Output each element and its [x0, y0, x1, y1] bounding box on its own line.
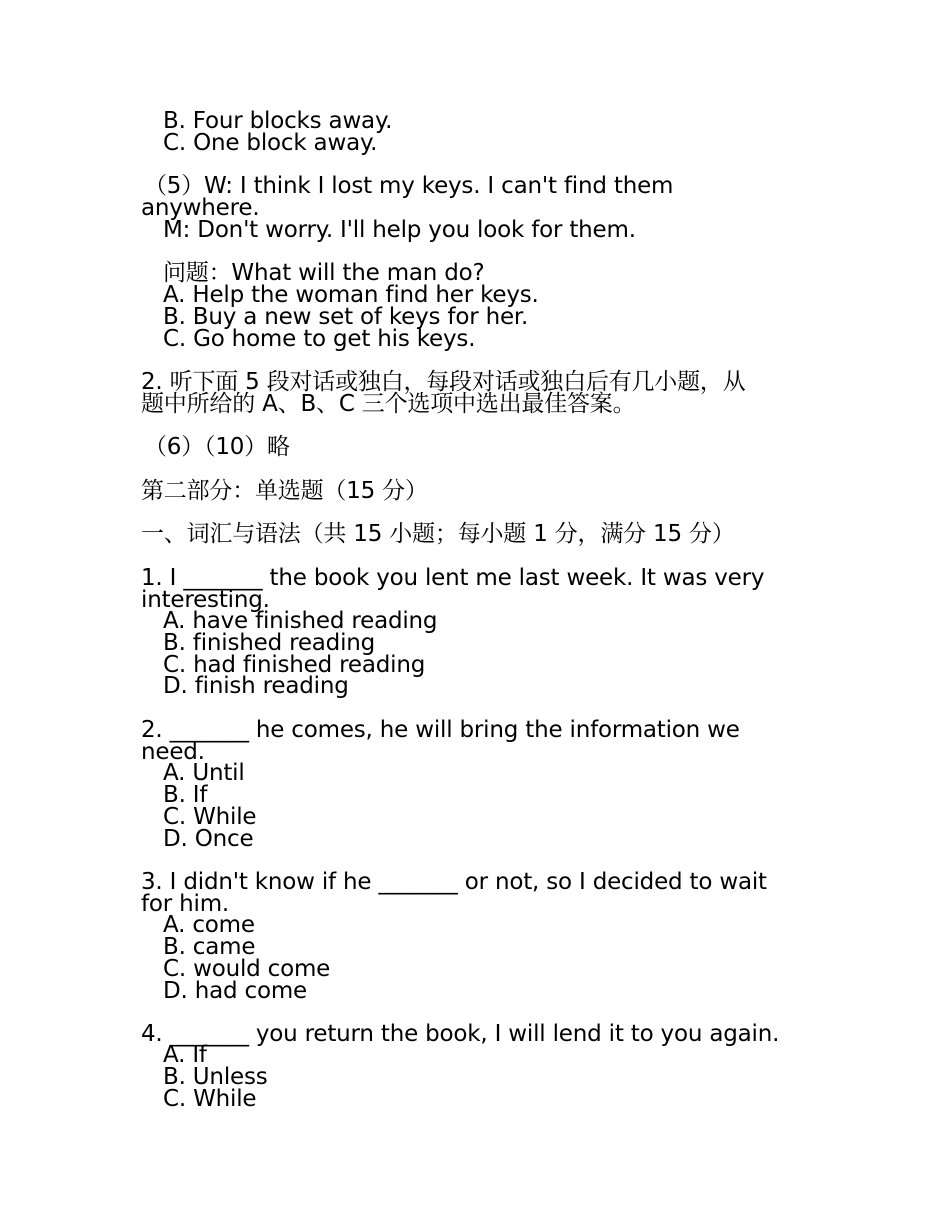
- question-stem: need.: [141, 739, 205, 765]
- option-text: C. Go home to get his keys.: [163, 326, 476, 352]
- question-stem: 1. I _______ the book you lent me last week. It was very: [141, 565, 765, 591]
- option-text: D. Once: [163, 826, 254, 852]
- option-text: D. had come: [163, 978, 307, 1004]
- option-text: B. Unless: [163, 1064, 268, 1090]
- option-text: D. finish reading: [163, 673, 349, 699]
- question-stem: for him.: [141, 891, 230, 917]
- option-text: C. While: [163, 804, 257, 830]
- question-stem: 2. _______ he comes, he will bring the information we: [141, 717, 740, 743]
- question-stem: interesting.: [141, 587, 270, 613]
- question-stem: 4. _______ you return the book, I will lend it to you again.: [141, 1021, 780, 1047]
- omitted-note: （6）（10）略: [144, 434, 290, 460]
- option-text: B. came: [163, 934, 256, 960]
- instruction-text: 题中所给的 A、B、C 三个选项中选出最佳答案。: [141, 391, 636, 417]
- option-text: C. While: [163, 1086, 257, 1112]
- section-title: 一、词汇与语法（共 15 小题；每小题 1 分，满分 15 分）: [141, 521, 735, 547]
- question-prompt: 问题：What will the man do?: [163, 260, 485, 286]
- option-text: A. have finished reading: [163, 608, 438, 634]
- option-text: B. Buy a new set of keys for her.: [163, 304, 529, 330]
- option-text: A. Help the woman find her keys.: [163, 282, 539, 308]
- option-text: A. Until: [163, 760, 245, 786]
- dialogue-line: M: Don't worry. I'll help you look for them.: [163, 217, 636, 243]
- option-text: A. If: [163, 1042, 207, 1068]
- option-text: C. One block away.: [163, 130, 378, 156]
- dialogue-line: （5）W: I think I lost my keys. I can't find them: [144, 173, 674, 199]
- option-text: C. had finished reading: [163, 652, 426, 678]
- option-text: B. If: [163, 782, 208, 808]
- part-title: 第二部分：单选题（15 分）: [141, 478, 428, 504]
- option-text: C. would come: [163, 956, 331, 982]
- dialogue-line: anywhere.: [141, 195, 260, 221]
- instruction-text: 2. 听下面 5 段对话或独白，每段对话或独白后有几小题，从: [141, 369, 746, 395]
- option-text: B. Four blocks away.: [163, 108, 393, 134]
- question-stem: 3. I didn't know if he _______ or not, so I decided to wait: [141, 869, 767, 895]
- option-text: A. come: [163, 912, 255, 938]
- option-text: B. finished reading: [163, 630, 376, 656]
